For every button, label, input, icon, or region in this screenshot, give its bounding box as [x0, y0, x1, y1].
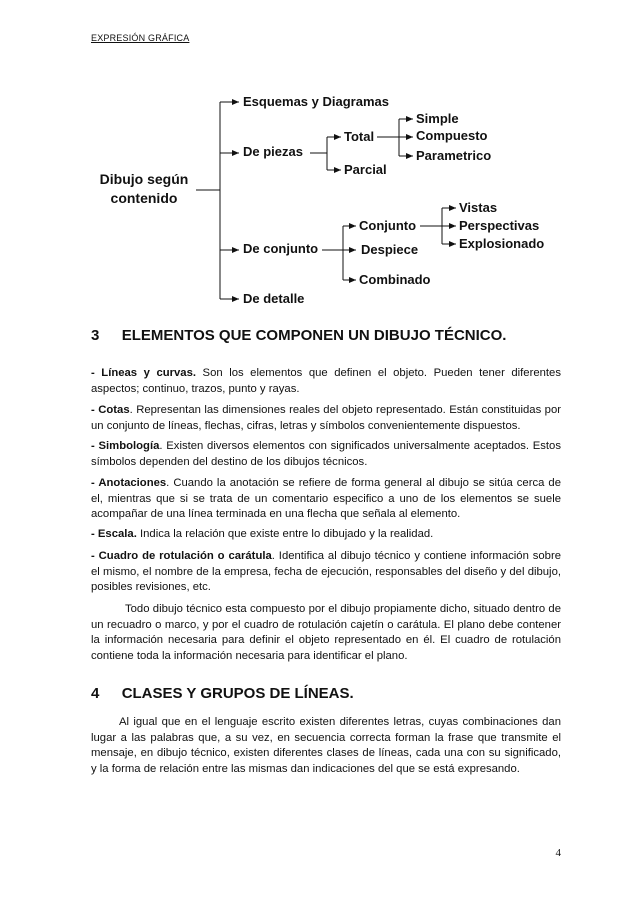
- item-text: . Cuando la anotación se refiere de forma general al dibujo se sitúa cerca de el, mientras que si se trata de un comentario especifico a uno de los elementos se suele acompañar de una línea terminada en una flecha que señala al elemento.: [91, 477, 561, 520]
- section-3-heading: [91, 327, 506, 344]
- node-de-conjunto: De conjunto: [243, 241, 319, 256]
- running-header: EXPRESIÓN GRÁFICA: [91, 33, 190, 43]
- item-term: - Líneas y curvas.: [91, 367, 197, 379]
- item-term: - Anotaciones: [91, 477, 167, 489]
- item-term: - Cotas: [91, 404, 130, 416]
- section-3-number: 3: [91, 327, 100, 344]
- node-conjunto: Conjunto: [359, 218, 417, 233]
- node-combinado: Combinado: [359, 272, 431, 287]
- item-text: . Existen diversos elementos con significados universalmente aceptados. Estos símbolos dependen del destino de los dibujos técnicos.: [91, 440, 561, 468]
- node-compuesto: Compuesto: [416, 128, 488, 143]
- node-simple: Simple: [416, 111, 459, 126]
- item-lineas: [91, 366, 561, 397]
- item-term: - Escala.: [91, 528, 137, 540]
- root-line-2: contenido: [110, 190, 178, 206]
- section-4-heading: [91, 685, 354, 702]
- item-simbologia: [91, 439, 561, 470]
- node-parcial: Parcial: [344, 162, 387, 177]
- item-text: Son los elementos que definen el objeto. Pueden tener diferentes aspectos; continuo, trazos, punto y rayas.: [91, 367, 561, 395]
- classification-diagram: [0, 0, 638, 320]
- diagram-root: [89, 170, 199, 208]
- section-4-paragraph: Al igual que en el lenguaje escrito existen diferentes letras, cuyas combinaciones dan lugar a las palabras que, a su vez, en secuencia correcta forman la frase que transmite el mensaje, en dibujo técnico, existen diferentes clases de líneas, cada una con su significado, y la forma de relación entre las mismas dan indicaciones del que se está expresando.: [91, 716, 561, 775]
- section-4-number: 4: [91, 685, 100, 702]
- node-explosionado: Explosionado: [459, 236, 545, 251]
- section-4-title: CLASES Y GRUPOS DE LÍNEAS.: [121, 685, 354, 702]
- node-parametrico: Parametrico: [416, 148, 492, 163]
- node-vistas: Vistas: [459, 200, 498, 215]
- item-text: . Representan las dimensiones reales del objeto representado. Están constituidas por un conjunto de líneas, flechas, cifras, letras y símbolos convenientemente dispuestos.: [91, 404, 561, 432]
- root-line-1: Dibujo según: [99, 171, 189, 187]
- node-despiece: Despiece: [361, 242, 419, 257]
- node-perspectivas: Perspectivas: [459, 218, 540, 233]
- node-de-piezas: De piezas: [243, 144, 303, 159]
- item-escala: [91, 527, 561, 543]
- node-esquemas: Esquemas y Diagramas: [243, 94, 389, 109]
- item-cuadro: [91, 549, 561, 596]
- node-total: Total: [344, 129, 375, 144]
- node-de-detalle: De detalle: [243, 291, 305, 306]
- page-number: 4: [555, 847, 561, 859]
- section-3-title: ELEMENTOS QUE COMPONEN UN DIBUJO TÉCNICO.: [121, 327, 507, 344]
- item-term: - Cuadro de rotulación o carátula: [91, 550, 272, 562]
- section-3-closing: Todo dibujo técnico esta compuesto por el dibujo propiamente dicho, situado dentro de un recuadro o marco, y por el cuadro de rotulación cajetín o carátula. El plano debe contener la información necesaria para definir el objeto representado en él. El cuadro de rotulación contiene toda la información necesaria para identificar el plano.: [91, 603, 561, 662]
- item-cotas: [91, 403, 561, 434]
- item-anotaciones: [91, 476, 561, 523]
- item-text: . Identifica al dibujo técnico y contiene información sobre el mismo, el nombre de la empresa, fecha de ejecución, responsables del diseño y del dibujo, posibles revisiones, etc.: [91, 550, 562, 593]
- diagram-connectors: [0, 0, 638, 320]
- item-term: - Simbología: [91, 440, 160, 452]
- item-text: Indica la relación que existe entre lo dibujado y la realidad.: [136, 528, 434, 540]
